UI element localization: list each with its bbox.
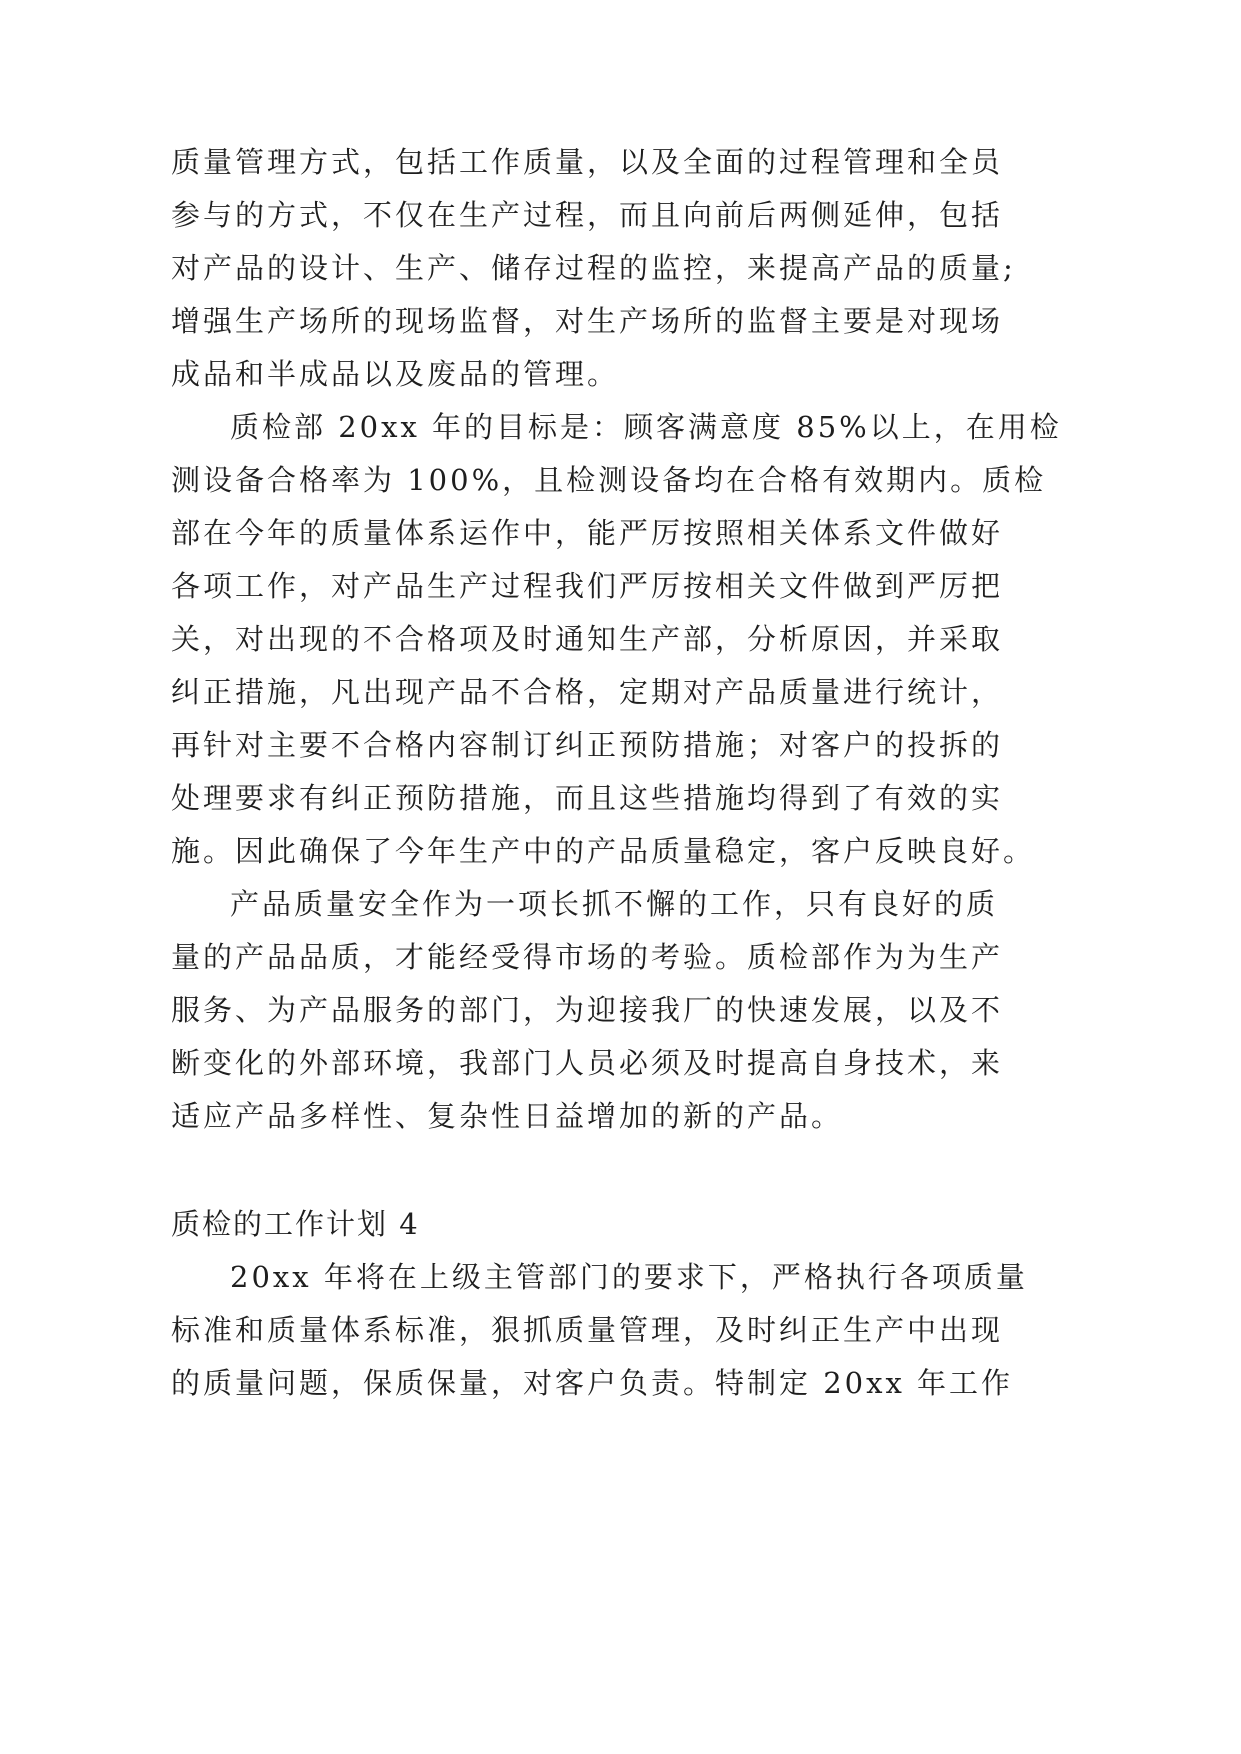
paragraph-line: 断变化的外部环境，我部门人员必须及时提高自身技术，来 bbox=[171, 1046, 1004, 1080]
paragraph-line: 增强生产场所的现场监督，对生产场所的监督主要是对现场 bbox=[171, 304, 1004, 338]
paragraph-line: 质检部 20xx 年的目标是：顾客满意度 85%以上，在用检 bbox=[230, 410, 1062, 444]
paragraph-line: 产品质量安全作为一项长抓不懈的工作，只有良好的质 bbox=[230, 887, 999, 921]
paragraph-line: 对产品的设计、生产、储存过程的监控，来提高产品的质量; bbox=[171, 251, 1016, 285]
paragraph-line: 施。因此确保了今年生产中的产品质量稳定，客户反映良好。 bbox=[171, 834, 1036, 868]
paragraph-line: 标准和质量体系标准，狠抓质量管理，及时纠正生产中出现 bbox=[171, 1313, 1004, 1347]
paragraph-line: 适应产品多样性、复杂性日益增加的新的产品。 bbox=[171, 1099, 844, 1133]
paragraph-line: 测设备合格率为 100%，且检测设备均在合格有效期内。质检 bbox=[171, 463, 1047, 497]
paragraph-line: 部在今年的质量体系运作中，能严厉按照相关体系文件做好 bbox=[171, 516, 1004, 550]
paragraph-line: 20xx 年将在上级主管部门的要求下，严格执行各项质量 bbox=[230, 1260, 1028, 1294]
paragraph-line: 的质量问题，保质保量，对客户负责。特制定 20xx 年工作 bbox=[171, 1366, 1014, 1400]
paragraph-line: 量的产品品质，才能经受得市场的考验。质检部作为为生产 bbox=[171, 940, 1004, 974]
paragraph-line: 处理要求有纠正预防措施，而且这些措施均得到了有效的实 bbox=[171, 781, 1004, 815]
paragraph-line: 关，对出现的不合格项及时通知生产部，分析原因，并采取 bbox=[171, 622, 1004, 656]
paragraph-line: 成品和半成品以及废品的管理。 bbox=[171, 357, 620, 391]
paragraph-line: 纠正措施，凡出现产品不合格，定期对产品质量进行统计， bbox=[171, 675, 1004, 709]
paragraph-line: 服务、为产品服务的部门，为迎接我厂的快速发展，以及不 bbox=[171, 993, 1004, 1027]
section-heading: 质检的工作计划 4 bbox=[171, 1207, 420, 1241]
paragraph-line: 参与的方式，不仅在生产过程，而且向前后两侧延伸，包括 bbox=[171, 198, 1004, 232]
paragraph-line: 质量管理方式，包括工作质量，以及全面的过程管理和全员 bbox=[171, 145, 1004, 179]
paragraph-line: 再针对主要不合格内容制订纠正预防措施；对客户的投拆的 bbox=[171, 728, 1004, 762]
paragraph-line: 各项工作，对产品生产过程我们严厉按相关文件做到严厉把 bbox=[171, 569, 1004, 603]
